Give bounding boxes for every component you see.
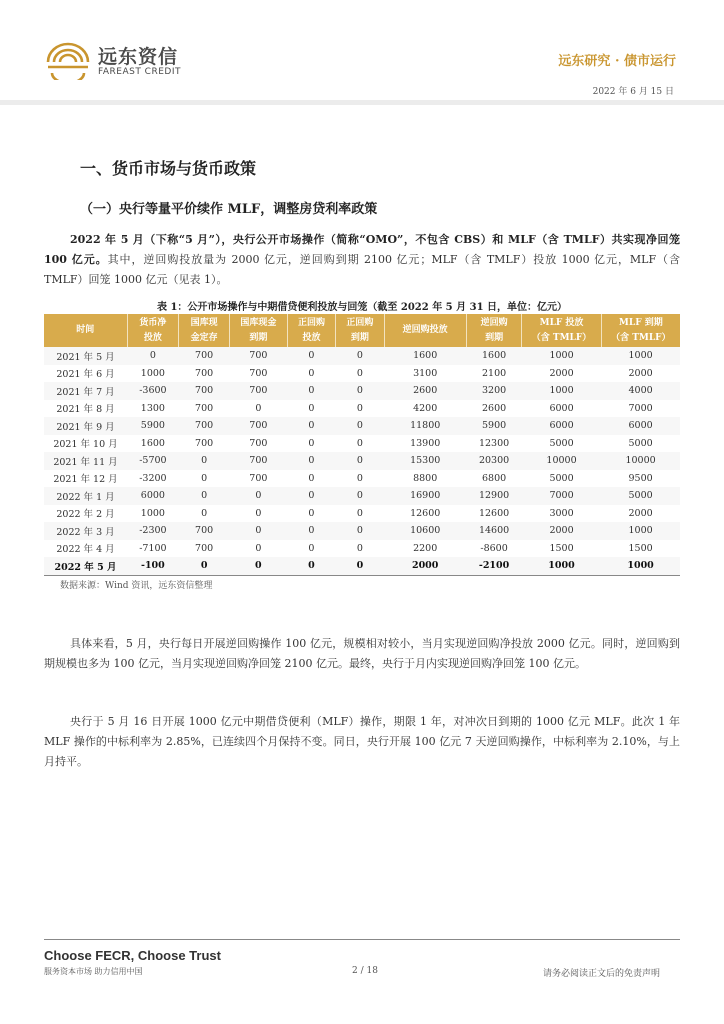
table-cell: 700 bbox=[195, 542, 214, 554]
footer-divider bbox=[44, 939, 680, 940]
table-cell: 0 bbox=[308, 402, 315, 414]
paragraph-mlf: 央行于 5 月 16 日开展 1000 亿元中期借贷便利（MLF）操作，期限 1 年，对冲次日到期的 1000 亿元 MLF。此次 1 年 MLF 操作的中标利率为 2.85%，已连续四个月保持不变。同日，央行开展 100 亿元 7 天逆回购操作，中标利率为 2.10%，与上月持平。 bbox=[44, 715, 680, 768]
table-cell: 7000 bbox=[628, 402, 653, 414]
table-cell: 1000 bbox=[522, 347, 601, 365]
table-cell: 2600 bbox=[481, 402, 507, 414]
table-cell: 5000 bbox=[628, 437, 653, 449]
section-heading: 一、货币市场与货币政策 bbox=[80, 159, 257, 178]
col-header: 国库现 金定存 bbox=[179, 314, 230, 347]
table-cell: 2021 年 7 月 bbox=[44, 382, 127, 400]
disclaimer-note: 请务必阅读正文后的免责声明 bbox=[542, 969, 660, 979]
table-cell: 0 bbox=[336, 452, 384, 470]
table-cell: 0 bbox=[336, 522, 384, 540]
table-cell: 0 bbox=[255, 542, 262, 554]
table-cell: 0 bbox=[229, 487, 287, 505]
table-cell: 10000 bbox=[601, 452, 680, 470]
table-cell: 700 bbox=[195, 437, 214, 449]
paragraph-reverse-repo: 具体来看，5 月，央行每日开展逆回购操作 100 亿元，规模相对较小，当月实现逆回购净投放 2000 亿元。同时，逆回购到期规模也多为 100 亿元，当月实现逆回购净回笼 2100 亿元。最终，央行于月内实现逆回购净回笼 100 亿元。 bbox=[44, 637, 680, 670]
table-cell: 2022 年 1 月 bbox=[44, 487, 127, 505]
table-cell: -2300 bbox=[127, 522, 179, 540]
table-cell: -100 bbox=[127, 557, 179, 575]
table-cell: 700 bbox=[249, 472, 268, 484]
table-cell: 6000 bbox=[522, 417, 601, 435]
table-cell: 5900 bbox=[466, 417, 522, 435]
table-cell: 0 bbox=[201, 507, 208, 519]
table-cell: 12600 bbox=[478, 507, 510, 519]
subsection-heading: （一）央行等量平价续作 MLF，调整房贷利率政策 bbox=[80, 202, 378, 217]
col-header: 逆回购投放 bbox=[384, 314, 466, 347]
table-cell: 700 bbox=[179, 417, 230, 435]
table-cell: 700 bbox=[229, 347, 287, 365]
table-cell: -7100 bbox=[139, 542, 167, 554]
table-cell: 4000 bbox=[601, 382, 680, 400]
col-header: 正回购 到期 bbox=[336, 314, 384, 347]
table-cell: 0 bbox=[287, 382, 335, 400]
table-cell: 2021 年 5 月 bbox=[44, 347, 127, 365]
table-cell: 2200 bbox=[413, 542, 438, 554]
table-row bbox=[44, 365, 680, 383]
table-row bbox=[44, 452, 680, 470]
table-row bbox=[44, 505, 680, 523]
table-header-row bbox=[44, 314, 680, 347]
table-cell: 3200 bbox=[466, 382, 522, 400]
table-cell: 0 bbox=[336, 557, 384, 575]
table-cell: 0 bbox=[229, 522, 287, 540]
col-header: 逆回购 到期 bbox=[466, 314, 522, 347]
table-cell: -2100 bbox=[466, 557, 522, 575]
table-cell: 0 bbox=[356, 402, 363, 414]
table-cell: 2000 bbox=[549, 367, 574, 379]
table-cell: 2022 年 5 月 bbox=[44, 557, 127, 575]
table-cell: 700 bbox=[249, 367, 268, 379]
summary-lead: 2022 年 5 月（下称“5 月”），央行公开市场操作（简称“OMO”，不包含 CBS）和 MLF（含 TMLF）共实现净回笼 100 亿元。 bbox=[44, 233, 680, 266]
table-cell: 0 bbox=[356, 472, 363, 484]
table-cell: 1000 bbox=[140, 507, 165, 519]
table-cell: 0 bbox=[308, 367, 315, 379]
table-cell: 1500 bbox=[628, 542, 653, 554]
table-cell: 2000 bbox=[628, 367, 653, 379]
table-cell: 0 bbox=[201, 472, 208, 484]
table-cell: 0 bbox=[179, 452, 230, 470]
table-cell: 1000 bbox=[601, 522, 680, 540]
table-cell: 1000 bbox=[140, 367, 165, 379]
table-cell: 10600 bbox=[384, 522, 466, 540]
table-cell: 0 bbox=[336, 417, 384, 435]
table-cell: 700 bbox=[179, 347, 230, 365]
table-cell: 1000 bbox=[601, 557, 680, 575]
table-cell: 0 bbox=[287, 557, 335, 575]
table-cell: 700 bbox=[229, 382, 287, 400]
table-cell: 3000 bbox=[549, 507, 574, 519]
table-cell: 4200 bbox=[413, 402, 438, 414]
table-row bbox=[44, 417, 680, 435]
table-cell: 14600 bbox=[466, 522, 522, 540]
table-cell: 6000 bbox=[601, 417, 680, 435]
table-cell: 2600 bbox=[384, 382, 466, 400]
table-cell: 12600 bbox=[410, 507, 441, 519]
table-cell: 0 bbox=[255, 402, 262, 414]
table-cell: 0 bbox=[255, 507, 262, 519]
table-cell: 2021 年 8 月 bbox=[56, 404, 115, 416]
table-cell: 1300 bbox=[140, 402, 165, 414]
table-cell: 0 bbox=[287, 452, 335, 470]
page-header bbox=[0, 0, 724, 110]
table-cell: 700 bbox=[195, 367, 214, 379]
paragraph-summary bbox=[44, 230, 680, 290]
table-cell: 2022 年 3 月 bbox=[44, 522, 127, 540]
table-cell: 8800 bbox=[413, 472, 438, 484]
table-cell: 1600 bbox=[466, 347, 522, 365]
table-cell: 3100 bbox=[413, 367, 438, 379]
logo-text: 远东资信 bbox=[98, 46, 179, 68]
table-cell: -3600 bbox=[127, 382, 179, 400]
table-cell: 2000 bbox=[522, 522, 601, 540]
summary-detail: 其中，逆回购投放量为 2000 亿元，逆回购到期 2100 亿元；MLF（含 TMLF）投放 1000 亿元，MLF（含 TMLF）回笼 1000 亿元（见表 1）。 bbox=[44, 253, 680, 286]
table-caption: 表 1：公开市场操作与中期借贷便利投放与回笼（截至 2022 年 5 月 31 日，单位：亿元） bbox=[156, 302, 568, 313]
table-cell: 2021 年 9 月 bbox=[44, 417, 127, 435]
table-cell: 0 bbox=[356, 542, 363, 554]
table-cell: 2021 年 11 月 bbox=[44, 452, 127, 470]
table-cell: 0 bbox=[287, 522, 335, 540]
table-row bbox=[44, 522, 680, 540]
table-row bbox=[44, 470, 680, 488]
table-cell: 2021 年 10 月 bbox=[53, 439, 118, 451]
table-row bbox=[44, 382, 680, 400]
footer-slogan: Choose FECR, Choose Trust bbox=[44, 948, 221, 963]
table-cell: 13900 bbox=[410, 437, 441, 449]
table-cell: 700 bbox=[229, 452, 287, 470]
table-cell: 0 bbox=[287, 417, 335, 435]
footer-tagline: 服务资本市场 助力信用中国 bbox=[44, 967, 143, 976]
report-series: 远东研究 · 债市运行 bbox=[558, 54, 676, 69]
table-cell: 2000 bbox=[384, 557, 466, 575]
table-cell: 1600 bbox=[384, 347, 466, 365]
table-cell: 2021 年 12 月 bbox=[53, 474, 118, 486]
table-cell: 1500 bbox=[549, 542, 574, 554]
table-cell: 0 bbox=[336, 487, 384, 505]
table-cell: 2000 bbox=[628, 507, 653, 519]
table-cell: 0 bbox=[356, 507, 363, 519]
table-cell: 5000 bbox=[549, 437, 574, 449]
table-cell: 1000 bbox=[601, 347, 680, 365]
table-cell: 1600 bbox=[140, 437, 165, 449]
table-cell: 700 bbox=[229, 417, 287, 435]
table-cell: 0 bbox=[179, 557, 230, 575]
company-logo bbox=[44, 40, 224, 80]
table-cell: 5000 bbox=[549, 472, 574, 484]
table-cell: 5000 bbox=[601, 487, 680, 505]
col-header: 时间 bbox=[44, 314, 127, 347]
table-cell: 0 bbox=[308, 472, 315, 484]
table-cell: 20300 bbox=[466, 452, 522, 470]
table-cell: 2021 年 6 月 bbox=[56, 369, 115, 381]
table-cell: 0 bbox=[308, 507, 315, 519]
omo-mlf-table bbox=[44, 314, 680, 576]
table-cell: -8600 bbox=[480, 542, 508, 554]
table-cell: 0 bbox=[179, 487, 230, 505]
table-cell: 700 bbox=[195, 402, 214, 414]
table-cell: 2022 年 4 月 bbox=[56, 544, 115, 556]
table-row bbox=[44, 400, 680, 418]
table-cell: 0 bbox=[127, 347, 179, 365]
table-cell: 15300 bbox=[384, 452, 466, 470]
table-cell: 700 bbox=[249, 437, 268, 449]
table-cell: 0 bbox=[356, 437, 363, 449]
col-header: 国库现金 到期 bbox=[229, 314, 287, 347]
table-source: 数据来源：Wind 资讯，远东资信整理 bbox=[60, 581, 213, 591]
table-cell: 16900 bbox=[384, 487, 466, 505]
table-cell: 700 bbox=[179, 382, 230, 400]
table-cell: 12900 bbox=[466, 487, 522, 505]
table-cell: 6000 bbox=[549, 402, 574, 414]
table-cell: 1000 bbox=[522, 557, 601, 575]
header-divider bbox=[0, 100, 724, 105]
table-cell: 0 bbox=[336, 382, 384, 400]
col-header: 货币净 投放 bbox=[127, 314, 179, 347]
logo-mark-icon bbox=[44, 40, 94, 80]
table-cell: 6000 bbox=[127, 487, 179, 505]
table-cell: 5900 bbox=[127, 417, 179, 435]
table-cell: 9500 bbox=[628, 472, 653, 484]
table-row bbox=[44, 487, 680, 505]
table-cell: 0 bbox=[287, 347, 335, 365]
logo-subtext: FAREAST CREDIT bbox=[98, 67, 181, 77]
table-cell: 0 bbox=[356, 367, 363, 379]
table-cell: 700 bbox=[179, 522, 230, 540]
table-row bbox=[44, 557, 680, 575]
col-header: 正回购 投放 bbox=[287, 314, 335, 347]
table-cell: 10000 bbox=[522, 452, 601, 470]
col-header: MLF 投放 （含 TMLF） bbox=[522, 314, 601, 347]
table-row bbox=[44, 540, 680, 558]
table-cell: 0 bbox=[229, 557, 287, 575]
table-cell: 11800 bbox=[384, 417, 466, 435]
table-row bbox=[44, 435, 680, 453]
table-cell: 7000 bbox=[522, 487, 601, 505]
table-row bbox=[44, 347, 680, 365]
table-cell: 12300 bbox=[478, 437, 510, 449]
table-cell: -5700 bbox=[127, 452, 179, 470]
table-cell: 0 bbox=[308, 437, 315, 449]
page-number: 2 / 18 bbox=[352, 966, 378, 976]
table-cell: 2022 年 2 月 bbox=[56, 509, 115, 521]
table-cell: 6800 bbox=[481, 472, 507, 484]
report-date: 2022 年 6 月 15 日 bbox=[592, 87, 674, 97]
col-header: MLF 到期 （含 TMLF） bbox=[601, 314, 680, 347]
table-cell: 0 bbox=[308, 542, 315, 554]
table-cell: 1000 bbox=[522, 382, 601, 400]
table-cell: -3200 bbox=[139, 472, 167, 484]
table-cell: 0 bbox=[287, 487, 335, 505]
table-cell: 2100 bbox=[481, 367, 507, 379]
table-cell: 0 bbox=[336, 347, 384, 365]
